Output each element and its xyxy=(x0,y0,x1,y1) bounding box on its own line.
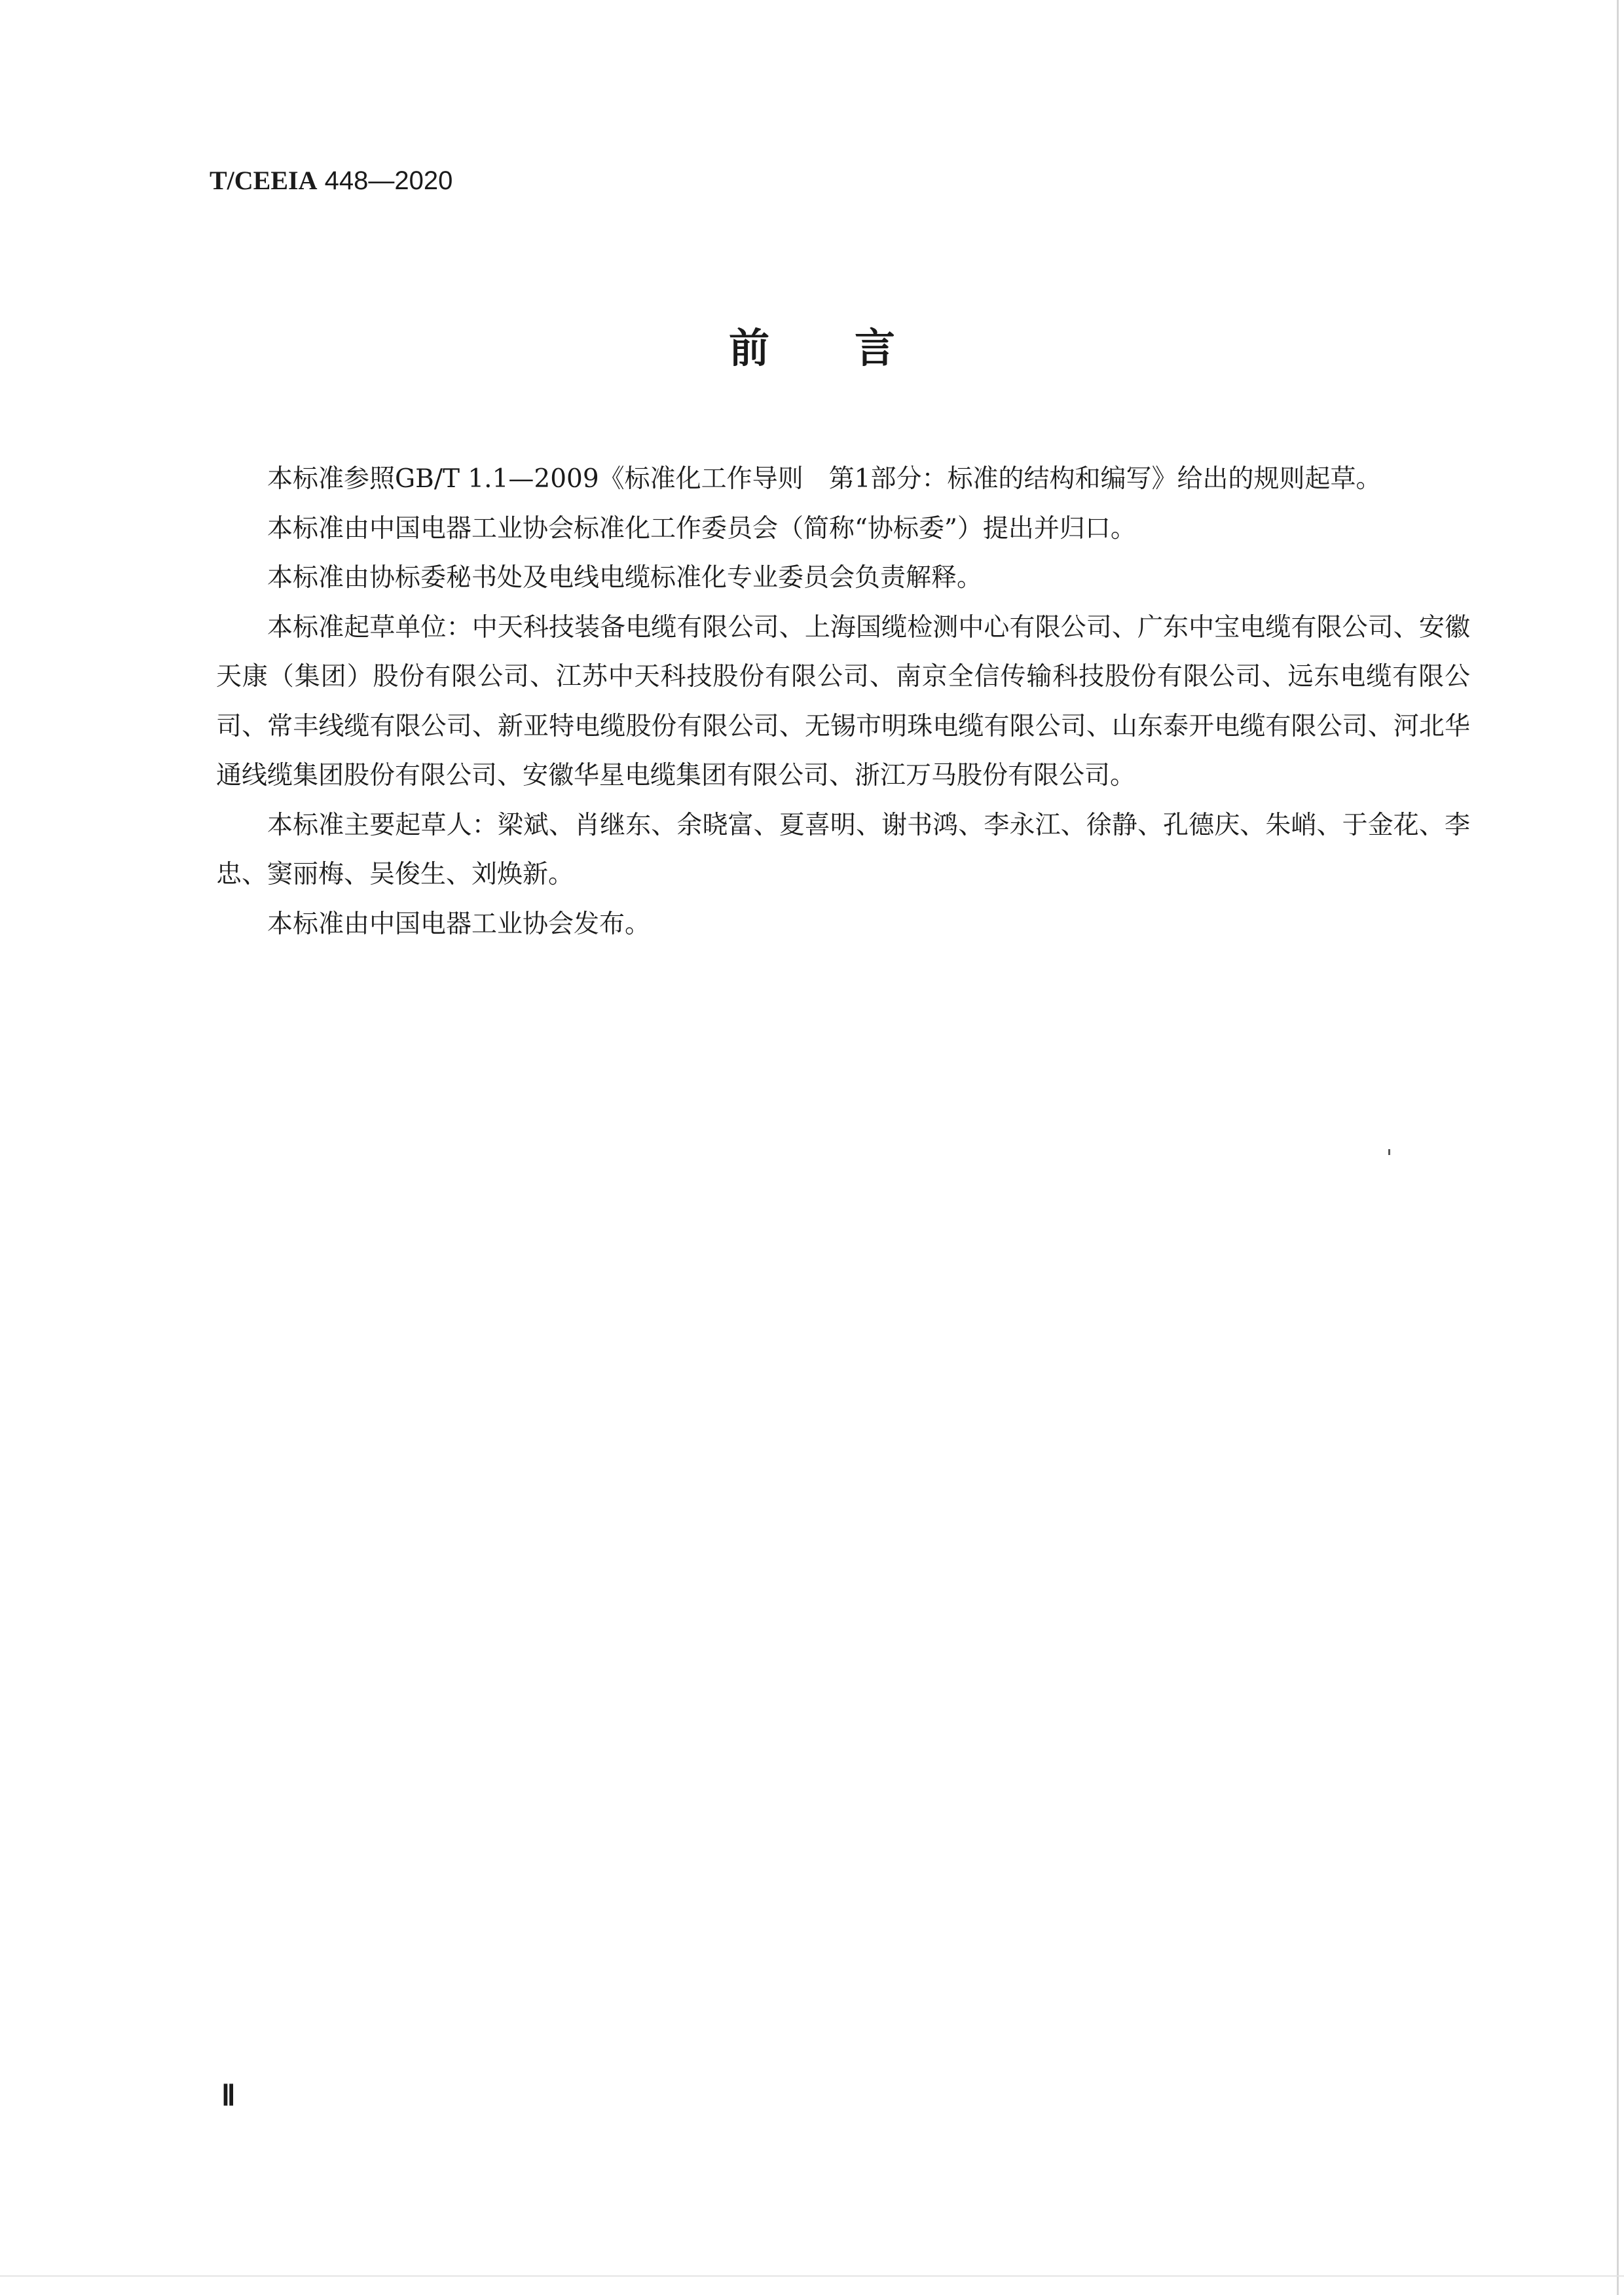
foreword-body xyxy=(216,454,1470,949)
section-title: 前言 xyxy=(728,324,980,372)
page-number: Ⅱ xyxy=(221,2080,236,2112)
paragraph-drafters: 本标准主要起草人：梁斌、肖继东、余晓富、夏喜明、谢书鸿、李永江、徐静、孔德庆、朱峭、于金花、李忠、窦丽梅、吴俊生、刘焕新。 xyxy=(216,810,1470,889)
page-bottom-edge xyxy=(0,2275,1624,2277)
paragraph-publisher: 本标准由中国电器工业协会发布。 xyxy=(267,909,651,939)
standard-number: 448—2020 xyxy=(317,166,453,195)
paragraph-drafting-units: 本标准起草单位：中天科技装备电缆有限公司、上海国缆检测中心有限公司、广东中宝电缆有限公司、安徽天康（集团）股份有限公司、江苏中天科技股份有限公司、南京全信传输科技股份有限公司、远东电缆有限公司、常丰线缆有限公司、新亚特电缆股份有限公司、无锡市明珠电缆有限公司、山东泰开电缆有限公司、河北华通线缆集团股份有限公司、安徽华星电缆集团有限公司、浙江万马股份有限公司。 xyxy=(216,612,1470,790)
scan-speck xyxy=(1388,1149,1390,1155)
paragraph-proposer: 本标准由中国电器工业协会标准化工作委员会（简称“协标委”）提出并归口。 xyxy=(267,513,1136,543)
standard-org: T/CEEIA xyxy=(210,166,318,195)
paragraph-drafting-rules: 本标准参照GB/T 1.1—2009《标准化工作导则 第1部分：标准的结构和编写》给出的规则起草。 xyxy=(267,464,1382,494)
standard-id-header xyxy=(210,165,452,196)
paragraph-interpretation: 本标准由协标委秘书处及电线电缆标准化专业委员会负责解释。 xyxy=(267,563,983,593)
